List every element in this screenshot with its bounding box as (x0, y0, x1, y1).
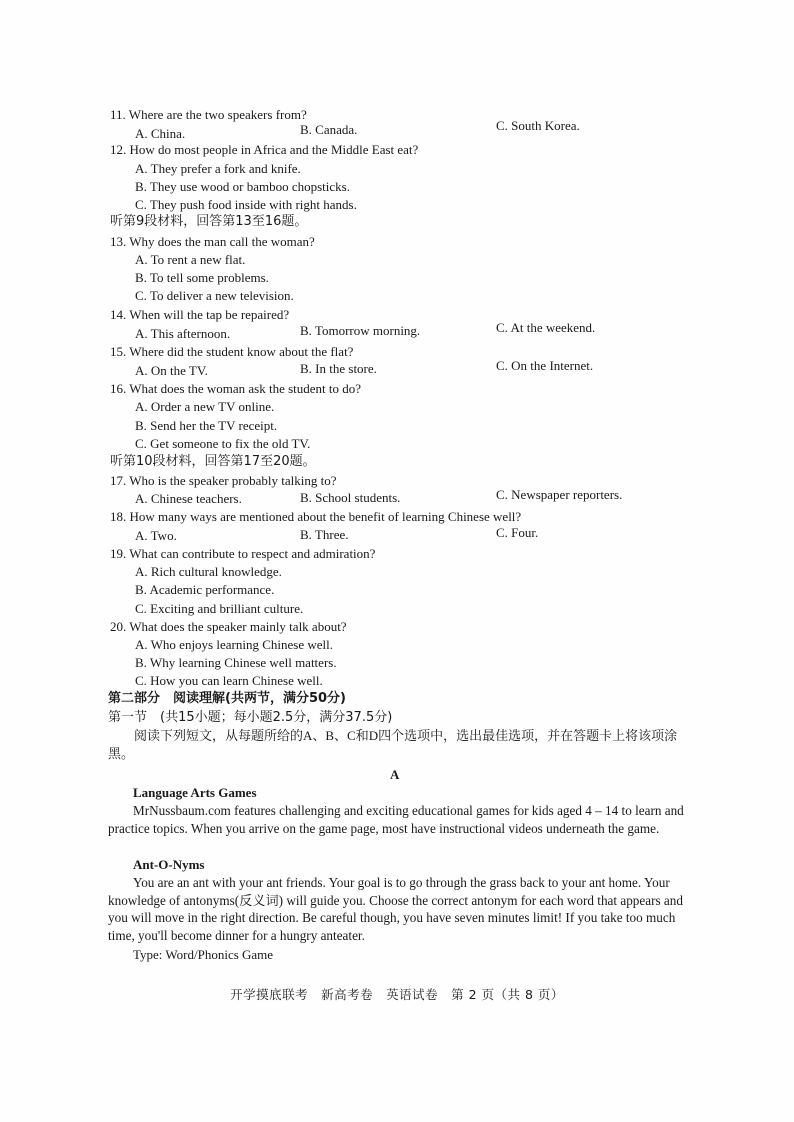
listening-instruction: 听第9段材料，回答第13至16题。 (110, 214, 308, 229)
option-b: B. Three. (300, 527, 349, 542)
option-a: A. On the TV. (135, 363, 208, 378)
option-a: A. This afternoon. (135, 326, 231, 341)
option-b: B. Send her the TV receipt. (135, 418, 278, 433)
option-a: A. Who enjoys learning Chinese well. (135, 637, 333, 652)
option-b: B. School students. (300, 490, 401, 505)
question-stem: 15. Where did the student know about the flat? (110, 344, 354, 359)
part-heading: 第二部分 阅读理解(共两节，满分50分) (108, 691, 346, 706)
question-stem: 11. Where are the two speakers from? (110, 107, 307, 122)
question-stem: 18. How many ways are mentioned about the benefit of learning Chinese well? (110, 509, 522, 524)
question-stem: 19. What can contribute to respect and admiration? (110, 546, 376, 561)
game-title: Ant-O-Nyms (133, 857, 205, 872)
option-b: B. To tell some problems. (135, 270, 269, 285)
option-a: A. They prefer a fork and knife. (135, 161, 301, 176)
option-a: A. Rich cultural knowledge. (135, 564, 282, 579)
option-b: B. They use wood or bamboo chopsticks. (135, 179, 350, 194)
question-stem: 16. What does the woman ask the student to do? (110, 381, 362, 396)
passage-letter: A (390, 767, 400, 782)
option-c: C. To deliver a new television. (135, 288, 294, 303)
question-stem: 17. Who is the speaker probably talking to? (110, 473, 337, 488)
question-stem: 13. Why does the man call the woman? (110, 234, 315, 249)
passage-intro: MrNussbaum.com features challenging and exciting educational games for kids aged 4 – 14 to learn and practice topics. When you arrive on the game page, most have instructional videos underneath the game. (108, 803, 684, 836)
page-footer: 开学摸底联考 新高考卷 英语试卷 第 2 页（共 8 页） (230, 987, 564, 1002)
option-c: C. Newspaper reporters. (496, 487, 623, 502)
option-a: A. China. (135, 126, 186, 141)
option-c: C. At the weekend. (496, 320, 596, 335)
option-a: A. To rent a new flat. (135, 252, 246, 267)
option-c: C. They push food inside with right hands. (135, 197, 357, 212)
option-b: B. Tomorrow morning. (300, 323, 421, 338)
question-stem: 12. How do most people in Africa and the Middle East eat? (110, 142, 419, 157)
game-type: Type: Word/Phonics Game (133, 947, 274, 962)
question-stem: 20. What does the speaker mainly talk about? (110, 619, 347, 634)
option-c: C. How you can learn Chinese well. (135, 673, 323, 688)
option-c: C. South Korea. (496, 118, 580, 133)
option-a: A. Two. (135, 528, 177, 543)
passage-title: Language Arts Games (133, 785, 257, 800)
option-c: C. Four. (496, 525, 539, 540)
option-c: C. On the Internet. (496, 358, 594, 373)
option-a: A. Order a new TV online. (135, 399, 275, 414)
game-description: You are an ant with your ant friends. Your goal is to go through the grass back to your ant home. Your knowledge of antonyms(反义词) will guide you. Choose the correct antonym for each word that appears and you will move in the right direction. Be careful though, you have seven minutes limit! If you take too much time, you'll become dinner for a hungry anteater. (108, 875, 683, 943)
option-b: B. Canada. (300, 122, 358, 137)
option-b: B. Why learning Chinese well matters. (135, 655, 337, 670)
listening-instruction: 听第10段材料，回答第17至20题。 (110, 454, 316, 469)
reading-instruction: 阅读下列短文，从每题所给的A、B、C和D四个选项中，选出最佳选项，并在答题卡上将该项涂黑。 (108, 728, 678, 761)
option-a: A. Chinese teachers. (135, 491, 242, 506)
option-b: B. Academic performance. (135, 582, 275, 597)
option-b: B. In the store. (300, 361, 377, 376)
option-c: C. Exciting and brilliant culture. (135, 601, 304, 616)
question-stem: 14. When will the tap be repaired? (110, 307, 290, 322)
section-heading: 第一节 (共15小题；每小题2.5分，满分37.5分) (108, 710, 393, 725)
option-c: C. Get someone to fix the old TV. (135, 436, 311, 451)
